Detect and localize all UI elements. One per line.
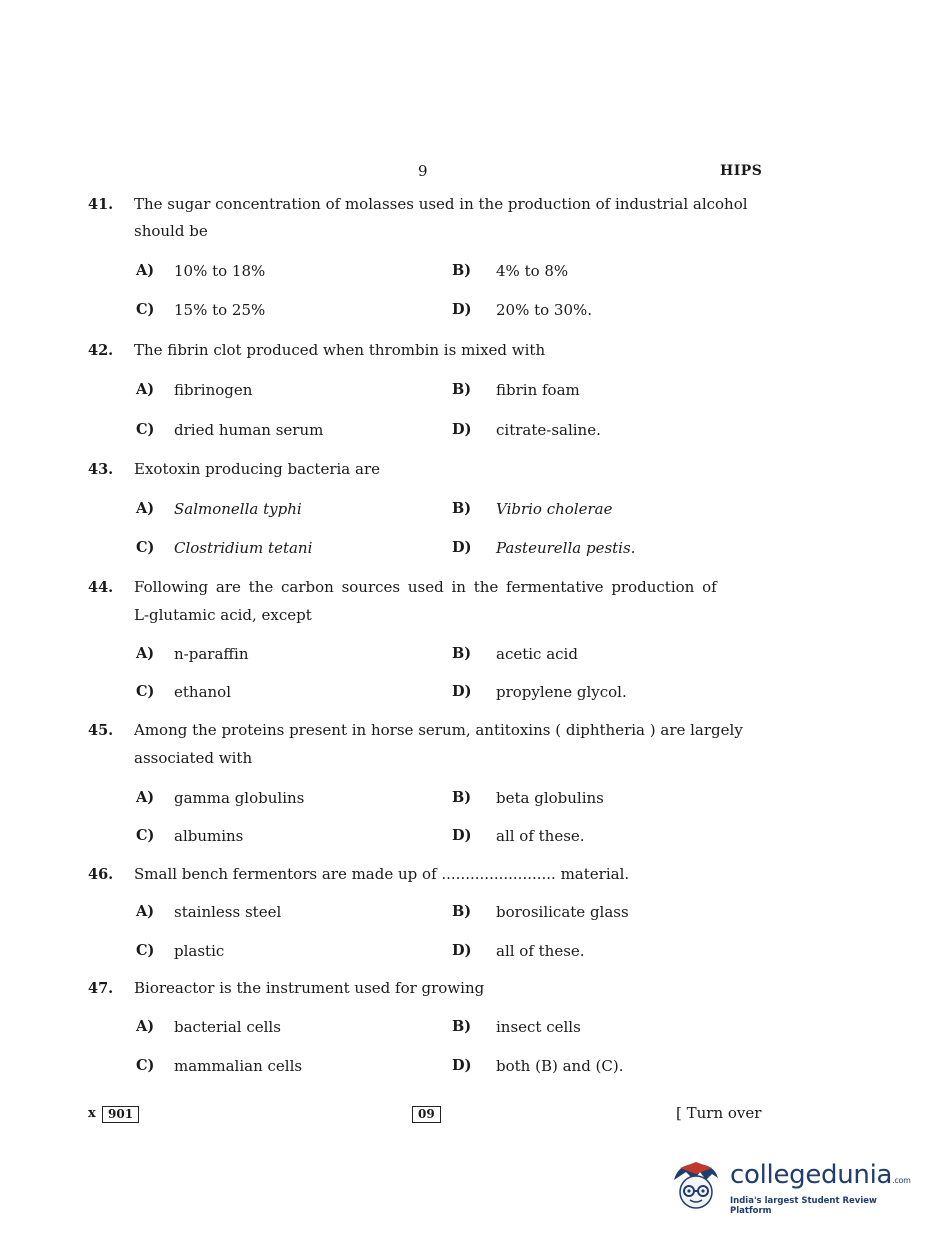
option-label: B) bbox=[452, 262, 472, 279]
option-label: A) bbox=[136, 381, 155, 398]
option-b: 4% to 8% bbox=[496, 262, 569, 280]
option-d: 20% to 30%. bbox=[496, 301, 593, 319]
option-a: stainless steel bbox=[174, 903, 282, 921]
option-label: A) bbox=[136, 500, 155, 517]
option-label: A) bbox=[136, 789, 155, 806]
question-text-cont: should be bbox=[134, 222, 208, 240]
paper-code: HIPS bbox=[720, 163, 763, 179]
question-number: 46. bbox=[88, 866, 114, 883]
question-text-cont: L-glutamic acid, except bbox=[134, 606, 312, 624]
question-number: 42. bbox=[88, 342, 114, 359]
logo-wordmark: collegedunia.com bbox=[730, 1160, 911, 1190]
logo-tagline: India's largest Student Review Platform bbox=[730, 1196, 877, 1216]
option-label: A) bbox=[136, 262, 155, 279]
question-text: Among the proteins present in horse serum, antitoxins ( diphtheria ) are largely bbox=[134, 721, 743, 739]
option-label: C) bbox=[136, 1057, 155, 1074]
option-d: all of these. bbox=[496, 827, 585, 845]
option-label: D) bbox=[452, 539, 472, 556]
option-label: A) bbox=[136, 903, 155, 920]
option-label: B) bbox=[452, 645, 472, 662]
option-b: Vibrio cholerae bbox=[496, 500, 613, 518]
option-d: citrate-saline. bbox=[496, 421, 601, 439]
option-a: fibrinogen bbox=[174, 381, 253, 399]
question-text: The sugar concentration of molasses used in the production of industrial alcohol bbox=[134, 195, 748, 213]
option-label: C) bbox=[136, 683, 155, 700]
option-c: ethanol bbox=[174, 683, 231, 701]
series-box: 901 bbox=[102, 1106, 139, 1123]
option-b: insect cells bbox=[496, 1018, 581, 1036]
option-label: D) bbox=[452, 301, 472, 318]
option-label: C) bbox=[136, 942, 155, 959]
option-label: B) bbox=[452, 500, 472, 517]
option-label: D) bbox=[452, 683, 472, 700]
option-a: gamma globulins bbox=[174, 789, 305, 807]
question-number: 45. bbox=[88, 722, 114, 739]
option-c: dried human serum bbox=[174, 421, 324, 439]
option-label: D) bbox=[452, 1057, 472, 1074]
question-number: 44. bbox=[88, 579, 114, 596]
option-b: beta globulins bbox=[496, 789, 604, 807]
option-d: Pasteurella pestis. bbox=[496, 539, 636, 557]
option-d: both (B) and (C). bbox=[496, 1057, 624, 1075]
option-label: A) bbox=[136, 1018, 155, 1035]
option-d: all of these. bbox=[496, 942, 585, 960]
option-label: C) bbox=[136, 421, 155, 438]
option-label: C) bbox=[136, 539, 155, 556]
option-label: C) bbox=[136, 827, 155, 844]
option-label: B) bbox=[452, 1018, 472, 1035]
option-label: C) bbox=[136, 301, 155, 318]
option-c: plastic bbox=[174, 942, 225, 960]
question-text: Small bench fermentors are made up of ........................ material. bbox=[134, 865, 630, 883]
option-c: Clostridium tetani bbox=[174, 539, 313, 557]
option-label: B) bbox=[452, 903, 472, 920]
option-c: mammalian cells bbox=[174, 1057, 303, 1075]
option-c: 15% to 25% bbox=[174, 301, 266, 319]
question-text: Bioreactor is the instrument used for growing bbox=[134, 979, 485, 997]
option-b: fibrin foam bbox=[496, 381, 580, 399]
mascot-icon bbox=[666, 1158, 728, 1218]
option-d: propylene glycol. bbox=[496, 683, 627, 701]
question-text: Exotoxin producing bacteria are bbox=[134, 460, 380, 478]
question-text-cont: associated with bbox=[134, 749, 253, 767]
page-box: 09 bbox=[412, 1106, 441, 1123]
option-label: D) bbox=[452, 421, 472, 438]
option-c: albumins bbox=[174, 827, 244, 845]
option-label: A) bbox=[136, 645, 155, 662]
question-text: The fibrin clot produced when thrombin is mixed with bbox=[134, 341, 546, 359]
turn-over-text: [ Turn over bbox=[676, 1104, 762, 1122]
question-text: Following are the carbon sources used in the fermentative production of bbox=[134, 578, 717, 596]
question-number: 41. bbox=[88, 196, 114, 213]
option-a: Salmonella typhi bbox=[174, 500, 302, 518]
question-number: 43. bbox=[88, 461, 114, 478]
option-b: acetic acid bbox=[496, 645, 578, 663]
option-label: B) bbox=[452, 789, 472, 806]
question-number: 47. bbox=[88, 980, 114, 997]
option-a: bacterial cells bbox=[174, 1018, 281, 1036]
collegedunia-logo bbox=[666, 1158, 911, 1218]
option-label: D) bbox=[452, 942, 472, 959]
option-a: 10% to 18% bbox=[174, 262, 266, 280]
option-label: D) bbox=[452, 827, 472, 844]
footer-x-mark: x bbox=[88, 1106, 96, 1121]
page-number: 9 bbox=[418, 162, 428, 180]
option-label: B) bbox=[452, 381, 472, 398]
option-a: n-paraffin bbox=[174, 645, 249, 663]
option-b: borosilicate glass bbox=[496, 903, 629, 921]
